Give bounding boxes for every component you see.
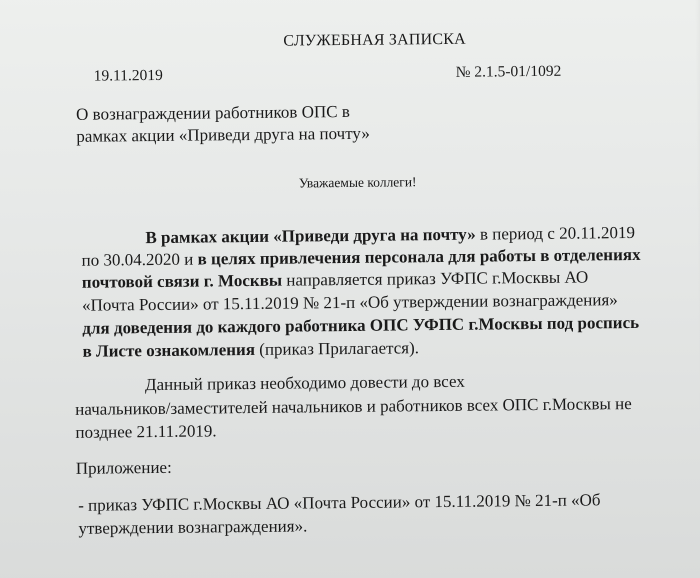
document-title: СЛУЖЕБНАЯ ЗАПИСКА <box>283 30 466 50</box>
paragraph1-line4: «Почта России» от 15.11.2019 № 21-п «Об утверждении вознаграждения» <box>81 290 618 315</box>
paragraph1-line2-start: по 30.04.2020 и <box>81 249 198 270</box>
paragraph1-line1-rest: в период с 20.11.2019 <box>475 222 636 244</box>
paragraph1-line2-bold: в целях привлечения персонала для работы в отделениях <box>197 244 641 269</box>
paper-edge-shadow <box>695 0 700 578</box>
greeting: Уважаемые коллеги! <box>298 174 417 191</box>
paragraph1-line5: для доведения до каждого работника ОПС УФПС г.Москвы под роспись <box>82 312 640 338</box>
subject-line-2: рамках акции «Приведи друга на почту» <box>76 123 370 146</box>
paragraph2-line1: Данный приказ необходимо довести до всех <box>144 371 465 395</box>
paragraph1-line6-rest: (приказ Прилагается). <box>254 338 420 359</box>
paragraph2-line3: позднее 21.11.2019. <box>75 421 217 442</box>
paragraph1-line3-bold: почтовой связи г. Москвы <box>81 270 283 292</box>
paragraph1-line6 <box>82 339 419 360</box>
attachment-line1: - приказ УФПС г.Москвы АО «Почта России» от 15.11.2019 № 21-п «Об <box>78 490 601 515</box>
document-number: № 2.1.5-01/1092 <box>455 62 562 81</box>
paragraph1-line1-bold: В рамках акции «Приведи друга на почту» <box>145 224 476 248</box>
paragraph1-line3 <box>82 268 589 290</box>
paragraph2-line2: начальников/заместителей начальников и работников всех ОПС г.Москвы не <box>75 394 632 419</box>
paragraph1-line2 <box>82 246 641 269</box>
paragraph1-line3-rest: направляется приказ УФПС г.Москвы АО <box>281 267 589 290</box>
attachment-line2: утверждении вознаграждения». <box>78 516 308 538</box>
paragraph1-line1 <box>145 224 635 246</box>
subject-line-1: О вознаграждении работников ОПС в <box>75 101 350 124</box>
attachment-label: Приложение: <box>75 457 172 478</box>
paragraph1-line6-bold: в Листе ознакомления <box>82 339 256 361</box>
document-date: 19.11.2019 <box>93 66 163 85</box>
